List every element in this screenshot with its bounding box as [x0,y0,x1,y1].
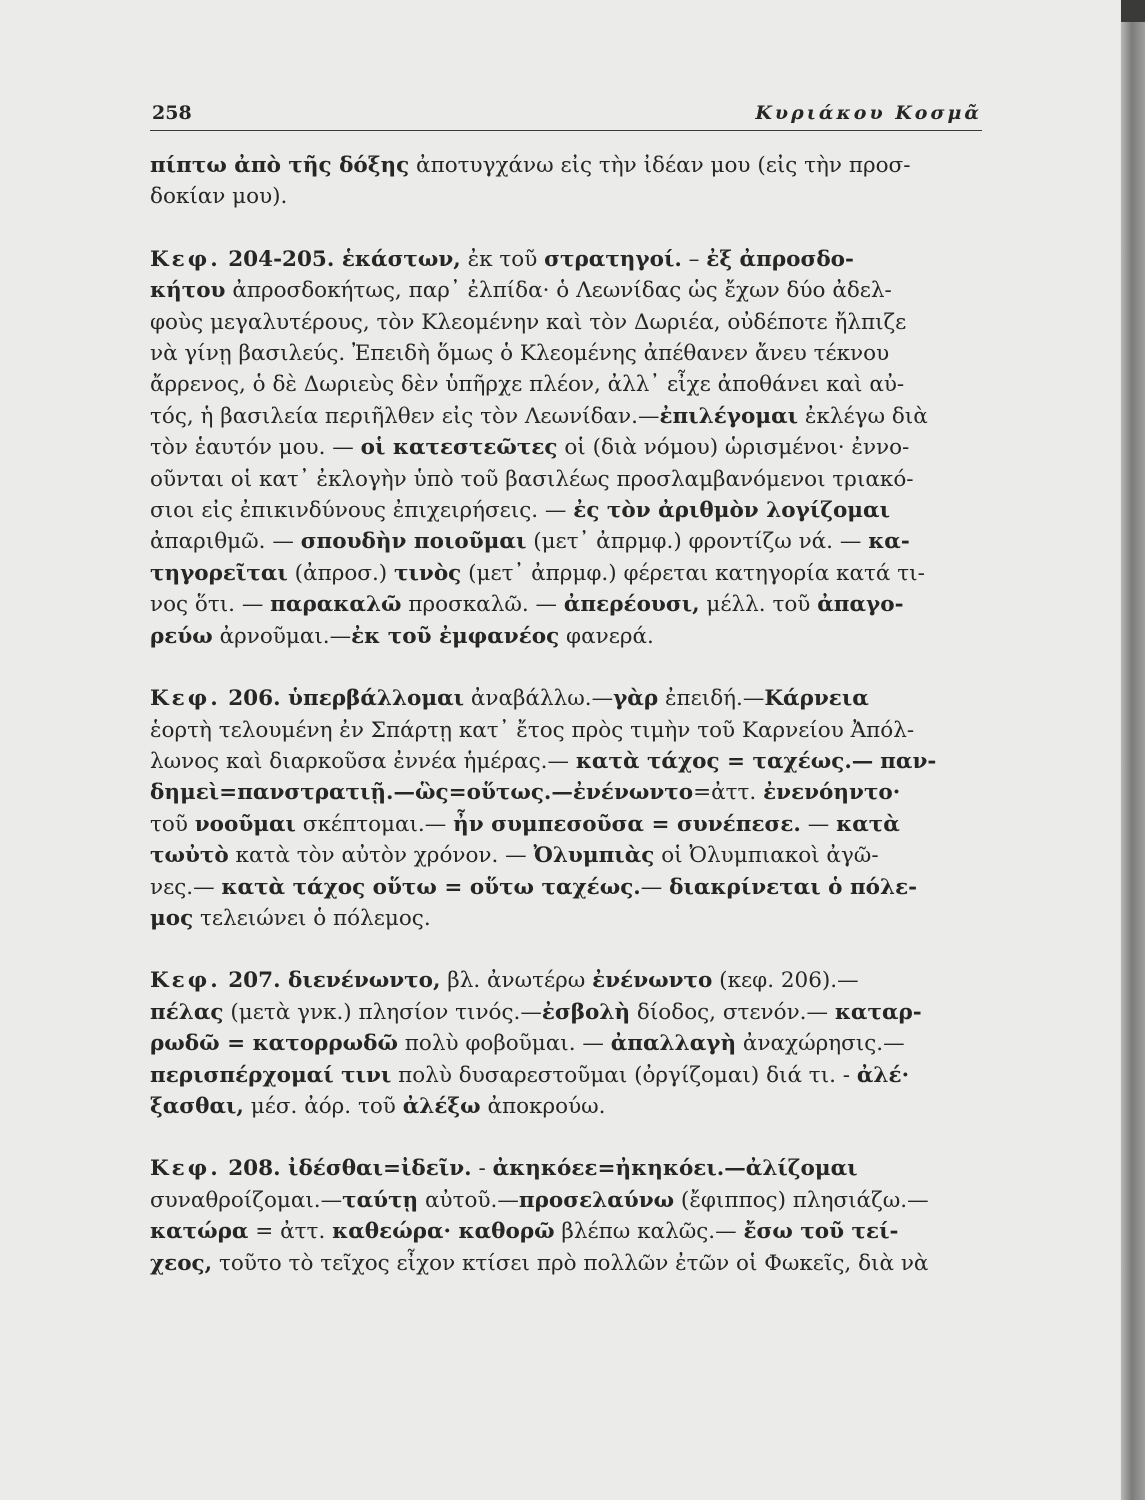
bold-term: ἐπιλέγομαι [659,403,799,429]
bold-term: ἀλέ· [856,1062,910,1088]
book-edge [1121,0,1145,1500]
bold-term: παρακαλῶ [270,592,402,618]
bold-term: Κεφ. [150,968,221,994]
text-run: ἐπειδή.— [658,686,765,712]
text-run: ἀρνοῦμαι.— [212,623,352,649]
bold-term: ἀπαγο- [817,592,904,618]
text-run: προσκαλῶ. — [401,592,564,618]
bold-term: μος [150,905,194,931]
text-run: συναθροίζομαι.— [150,1187,343,1213]
text-line [150,464,992,495]
bold-term: Κεφ. [150,1156,221,1182]
text-run: = ἀττ. [248,1219,333,1245]
text-run: μέλλ. τοῦ [699,592,818,618]
text-line [150,683,992,714]
paragraph [150,1153,992,1279]
bold-term: πίπτω ἀπὸ τῆς δόξης [150,153,410,178]
bold-term: ἀπαλλαγὴ [610,1031,737,1057]
text-run: ἀναχώρησις.— [736,1031,905,1057]
bold-term: δημεὶ=πανστρατιῇ.—ὣς=οὕτως.—ἐνένωντο [150,780,694,806]
page-header [150,100,982,131]
bold-term: ἀπερέουσι, [563,592,700,618]
text-line [150,150,992,181]
text-run: ἐκλέγω διὰ [798,403,928,429]
bold-term: κατὰ [836,811,900,837]
text-line [150,809,992,840]
bold-term: κήτου [150,278,226,304]
text-run: νὰ γίνῃ βασιλεύς. Ἐπειδὴ ὅμως ὁ Κλεομένης ἀπέθανεν ἄνευ τέκνου [150,341,890,367]
text-line [150,715,992,746]
bold-term: 204-205. ἑκάστων, [220,246,461,272]
text-line [150,1153,992,1184]
text-run: ἀποκρούω. [480,1093,606,1119]
text-run: =ἀττ. [693,780,764,806]
text-run: (ἔφιππος) πλησιάζω.— [674,1187,929,1213]
text-line [150,1185,992,1216]
text-run: τός, ἡ βασιλεία περιῆλθεν εἰς τὸν Λεωνίδαν.— [150,403,660,429]
text-line [150,589,992,620]
bold-term: κα- [868,529,910,555]
text-run: (ἀπροσ.) [287,560,395,586]
bold-term: ἐξ ἀπροσδο- [706,246,854,272]
text-run: – [681,246,707,272]
text-line [150,181,992,212]
bold-term: ἀκηκόεε=ἠκηκόει.—ἀλίζομαι [492,1156,858,1182]
text-run: ἀναβάλλω.— [464,686,614,712]
text-run: σιοι εἰς ἐπικινδύνους ἐπιχειρήσεις. — [150,498,574,524]
text-line [150,369,992,400]
bold-term: περισπέρχομαί τινι [150,1062,392,1088]
text-line [150,432,992,463]
bold-term: Κάρνεια [764,686,869,712]
bold-term: 206. ὑπερβάλλομαι [220,686,465,712]
text-run: τελειώνει ὁ πόλεμος. [193,905,431,931]
bold-term: ἐκ τοῦ ἐμφανέος [351,623,560,649]
bold-term: Κεφ. [150,686,221,712]
text-run: νες.— [150,874,222,900]
text-run: οῦνται οἱ κατ᾽ ἐκλογὴν ὑπὸ τοῦ βασιλέως προσλαμβανόμενοι τριακό- [150,466,914,492]
text-run: φανερά. [559,623,654,649]
text-line [150,1248,992,1279]
text-run: (μετ᾽ ἀπρμφ.) φροντίζω νά. — [526,529,869,555]
text-run: (μετὰ γνκ.) πλησίον τινός.— [223,999,542,1025]
text-run: δίοδος, στενόν.— [630,999,835,1025]
text-line [150,1216,992,1247]
bold-term: ξασθαι, [150,1093,244,1119]
text-line [150,307,992,338]
bold-term: διακρίνεται ὁ πόλε- [669,874,918,900]
bold-term: καθεώρα· καθορῶ [332,1219,555,1245]
text-line [150,840,992,871]
text-run: ἄρρενος, ὁ δὲ Δωριεὺς δὲν ὑπῆρχε πλέον, ἀλλ᾽ εἶχε ἀποθάνει καὶ αὐ- [150,372,905,398]
text-run: αὐτοῦ.— [418,1187,519,1213]
text-run: — [640,874,670,900]
bold-term: χεος, [150,1250,213,1276]
bold-term: κατὰ τάχος οὕτω = οὕτω ταχέως. [221,874,641,900]
text-run: οἱ Ὀλυμπιακοὶ ἀγῶ- [654,843,879,869]
bold-term: καταρ- [834,999,922,1025]
paragraph [150,150,992,213]
text-run: πολὺ φοβοῦμαι. — [397,1031,611,1057]
text-run: οἱ (διὰ νόμου) ὡρισμένοι· ἐννο- [557,435,910,461]
bold-term: ἦν συμπεσοῦσα = συνέπεσε. [453,811,801,837]
bold-term: Ὀλυμπιὰς [533,843,655,869]
page-body [150,150,992,1279]
text-line [150,495,992,526]
text-line [150,558,992,589]
text-run: μέσ. ἀόρ. τοῦ [243,1093,403,1119]
text-run: ἀπροσδοκήτως, παρ᾽ ἐλπίδα· ὁ Λεωνίδας ὡς ἔχων δύο ἀδελ- [225,278,892,304]
text-line [150,872,992,903]
text-run: τοῦ [150,811,195,837]
bold-term: ἐνενόηντο· [763,780,901,806]
text-run: ἀποτυγχάνω εἰς τὴν ἰδέαν μου (εἰς τὴν προσ- [409,153,911,178]
bold-term: τινὸς [394,560,462,586]
text-run: δοκίαν μου). [150,184,288,210]
text-run: τὸν ἑαυτόν μου. — [150,435,361,461]
bold-term: ἐσβολὴ [541,999,631,1025]
bold-term: σπουδὴν ποιοῦμαι [300,529,527,555]
text-line [150,526,992,557]
text-run: πολὺ δυσαρεστοῦμαι (ὀργίζομαι) διά τι. - [391,1062,857,1088]
text-run: σκέπτομαι.— [295,811,454,837]
text-line [150,777,992,808]
bold-term: παν- [880,748,937,774]
bold-term: ἐς τὸν ἀριθμὸν λογίζομαι [573,498,890,524]
bold-term: νοοῦμαι [194,811,296,837]
bold-term: πέλας [150,999,224,1025]
text-run: κατὰ τὸν αὐτὸν χρόνον. — [228,843,534,869]
page-number: 258 [152,102,192,124]
text-run: - [471,1156,493,1182]
text-run: βλέπω καλῶς.— [554,1219,744,1245]
bold-term: ταύτῃ [342,1187,419,1213]
bold-term: ἐνένωντο [592,968,713,994]
text-line [150,1060,992,1091]
text-run: τοῦτο τὸ τεῖχος εἶχον κτίσει πρὸ πολλῶν ἐτῶν οἱ Φωκεῖς, διὰ νὰ [212,1250,929,1276]
text-run: (μετ᾽ ἀπρμφ.) φέρεται κατηγορία κατά τι- [461,560,925,586]
text-line [150,338,992,369]
bold-term: 207. διενένωντο, [220,968,441,994]
paragraph [150,965,992,1122]
text-run: (κεφ. 206).— [712,968,859,994]
text-line [150,965,992,996]
text-run: — [800,811,837,837]
bold-term: κατώρα [150,1219,249,1245]
text-line [150,1091,992,1122]
paragraph [150,683,992,934]
text-line [150,903,992,934]
text-run: ἐκ τοῦ [460,246,545,272]
text-line [150,621,992,652]
bold-term: 208. ἰδέσθαι=ἰδεῖν. [220,1156,472,1182]
bold-term: κατὰ τάχος = ταχέως.— [575,748,874,774]
bold-term: οἱ κατεστεῶτες [360,435,558,461]
running-title: Κυριάκου Κοσμᾶ [755,102,982,124]
bold-term: τηγορεῖται [150,560,288,586]
text-run: βλ. ἀνωτέρω [440,968,593,994]
bold-term: ἀλέξω [402,1093,481,1119]
bold-term: γὰρ [613,686,659,712]
bold-term: ρεύω [150,623,213,649]
text-line [150,746,992,777]
bold-term: Κεφ. [150,246,221,272]
bold-term: προσελαύνω [518,1187,675,1213]
bold-term: τωὐτὸ [150,843,229,869]
text-line [150,244,992,275]
text-line [150,997,992,1028]
text-line [150,1028,992,1059]
bold-term: ρωδῶ = κατορρωδῶ [150,1031,398,1057]
text-run: λωνος καὶ διαρκοῦσα ἐννέα ἡμέρας.— [150,748,576,774]
text-run: νος ὅτι. — [150,592,271,618]
text-run: φοὺς μεγαλυτέρους, τὸν Κλεομένην καὶ τὸν Δωριέα, οὐδέποτε ἤλπιζε [150,309,907,335]
text-line [150,401,992,432]
text-line [150,275,992,306]
text-run: ἑορτὴ τελουμένη ἐν Σπάρτῃ κατ᾽ ἔτος πρὸς τιμὴν τοῦ Καρνείου Ἀπόλ- [150,717,915,743]
text-run: ἀπαριθμῶ. — [150,529,301,555]
bold-term: ἔσω τοῦ τεί- [743,1219,899,1245]
paragraph [150,244,992,652]
bold-term: στρατηγοί. [544,246,682,272]
